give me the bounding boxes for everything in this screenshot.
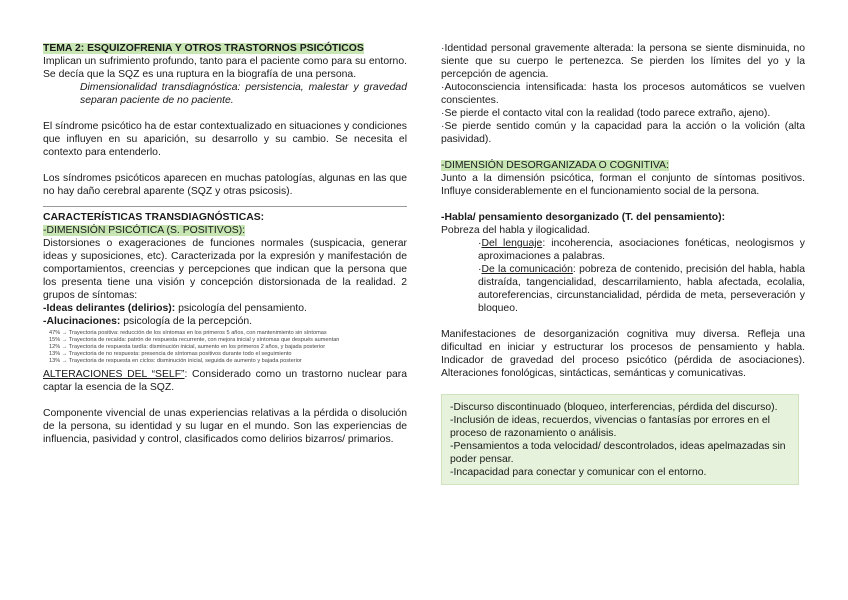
delusions-line: -Ideas delirantes (delirios): psicología del pensamiento. [43,303,307,314]
trajectory-item: 13% → Trayectoria de respuesta en ciclos: disminución inicial, seguida de aumento y bajada posterior [49,358,302,364]
section-divider [43,206,407,207]
syndromes-paragraph: Los síndromes psicóticos aparecen en muchas patologías, algunas en las que no hay daño cerebral aparente (SQZ y otras psicosis). [43,173,407,197]
box-item: -Discurso discontinuado (bloqueo, interferencias, pérdida del discurso). [450,402,778,413]
manifestations-paragraph: Manifestaciones de desorganización cognitiva muy diversa. Refleja una dificultad en iniciar y estructurar los procesos de pensamiento y habla. Indicador de gravedad del proceso psicótico (pérdida de asociaciones). Alteraciones fonológicas, sintácticas, semánticas y comunicativas. [441,329,805,379]
box-item: -Pensamientos a toda velocidad/ descontrolados, ideas apelmazadas sin poder pensar. [450,441,786,465]
document-title: TEMA 2: ESQUIZOFRENIA Y OTROS TRASTORNOS PSICÓTICOS [43,43,364,54]
self-item: ·Autoconsciencia intensificada: hasta los procesos automáticos se vuelven conscientes. [441,82,805,106]
speech-heading: -Habla/ pensamiento desorganizado (T. del pensamiento): [441,212,726,223]
box-item: -Incapacidad para conectar y comunicar con el entorno. [450,467,707,478]
disorganized-dimension-heading: -DIMENSIÓN DESORGANIZADA O COGNITIVA: [441,160,669,171]
hallucinations-line: -Alucinaciones: psicología de la percepción. [43,316,253,327]
self-item: ·Se pierde sentido común y la capacidad para la acción o la volición (alta pasividad). [441,121,805,145]
speech-text: Pobreza del habla y ilogicalidad. [441,225,591,236]
transdiagnostic-heading: CARACTERÍSTICAS TRANSDIAGNÓSTICAS: [43,212,265,223]
self-item: ·Se pierde el contacto vital con la realidad (todo parece extraño, ajeno). [441,108,771,119]
language-item: ·Del lenguaje: incoherencia, asociaciones fonéticas, neologismos y aproximaciones a palabras. [478,238,805,262]
context-paragraph: El síndrome psicótico ha de estar contextualizado en situaciones y condiciones que influyen en su aparición, su desarrollo y su cambio. Se necesita el contexto para entenderlo. [43,121,407,158]
experiential-component-paragraph: Componente vivencial de unas experiencias relativas a la pérdida o disolución de la persona, su identidad y su lugar en el mundo. Son las experiencias de influencia, pasividad y control, clasificados como delirios bizarros/ primarios. [43,408,407,445]
psychotic-dimension-text: Distorsiones o exageraciones de funciones normales (suspicacia, generar ideas y suposiciones, etc). Caracterizada por la expresión y manifestación de comportamientos, creencias y percepciones que indican que la persona que los presenta tiene una visión y concepción distorsionada de la realidad. 2 grupos de síntomas: [43,238,407,301]
trajectory-item: 13% → Trayectoria de no respuesta: presencia de síntomas positivos durante todo el seguimiento [49,351,292,357]
self-item: ·Identidad personal gravemente alterada: la persona se siente disminuida, no siente que su cuerpo le pertenezca. Se pierden los límites del yo y la percepción de agencia. [441,43,805,80]
dimensionality-quote: Dimensionalidad transdiagnóstica: persistencia, malestar y gravedad separan paciente de no paciente. [80,82,407,106]
trajectory-item: 47% → Trayectoria positiva: reducción de los síntomas en los primeros 5 años, con mantenimiento sin síntomas [49,330,327,336]
box-item: -Inclusión de ideas, recuerdos, vivencias o fantasías por errores en el proceso de razonamiento o análisis. [450,415,770,439]
communication-item: ·De la comunicación: pobreza de contenido, precisión del habla, habla distraída, tangencialidad, descarrilamiento, habla afectada, ecolalia, autoreferencias, circunstancialidad, pérdida de meta, perseveración y bloqueo. [478,264,805,314]
intro-paragraph: Implican un sufrimiento profundo, tanto para el paciente como para su entorno. Se decía que la SQZ es una ruptura en la biografía de una persona. [43,56,407,80]
self-alterations-paragraph: ALTERACIONES DEL “SELF”: Considerado como un trastorno nuclear para captar la esencia de la SQZ. [43,369,407,393]
trajectory-item: 15% → Trayectoria de recaída: patrón de respuesta recurrente, con mejora inicial y síntomas que después aumentan [49,337,340,343]
psychotic-dimension-heading: -DIMENSIÓN PSICÓTICA (S. POSITIVOS): [43,225,246,236]
right-column [441,42,805,485]
trajectory-list [43,330,407,365]
left-column [43,42,407,446]
symptoms-box [441,394,799,485]
trajectory-item: 12% → Trayectoria de respuesta tardía: disminución inicial, aumento en los primeros 2 años, y bajada posterior [49,344,326,350]
disorganized-dimension-text: Junto a la dimensión psicótica, forman el conjunto de síntomas positivos. Influye considerablemente en el funcionamiento social de la persona. [441,173,805,197]
